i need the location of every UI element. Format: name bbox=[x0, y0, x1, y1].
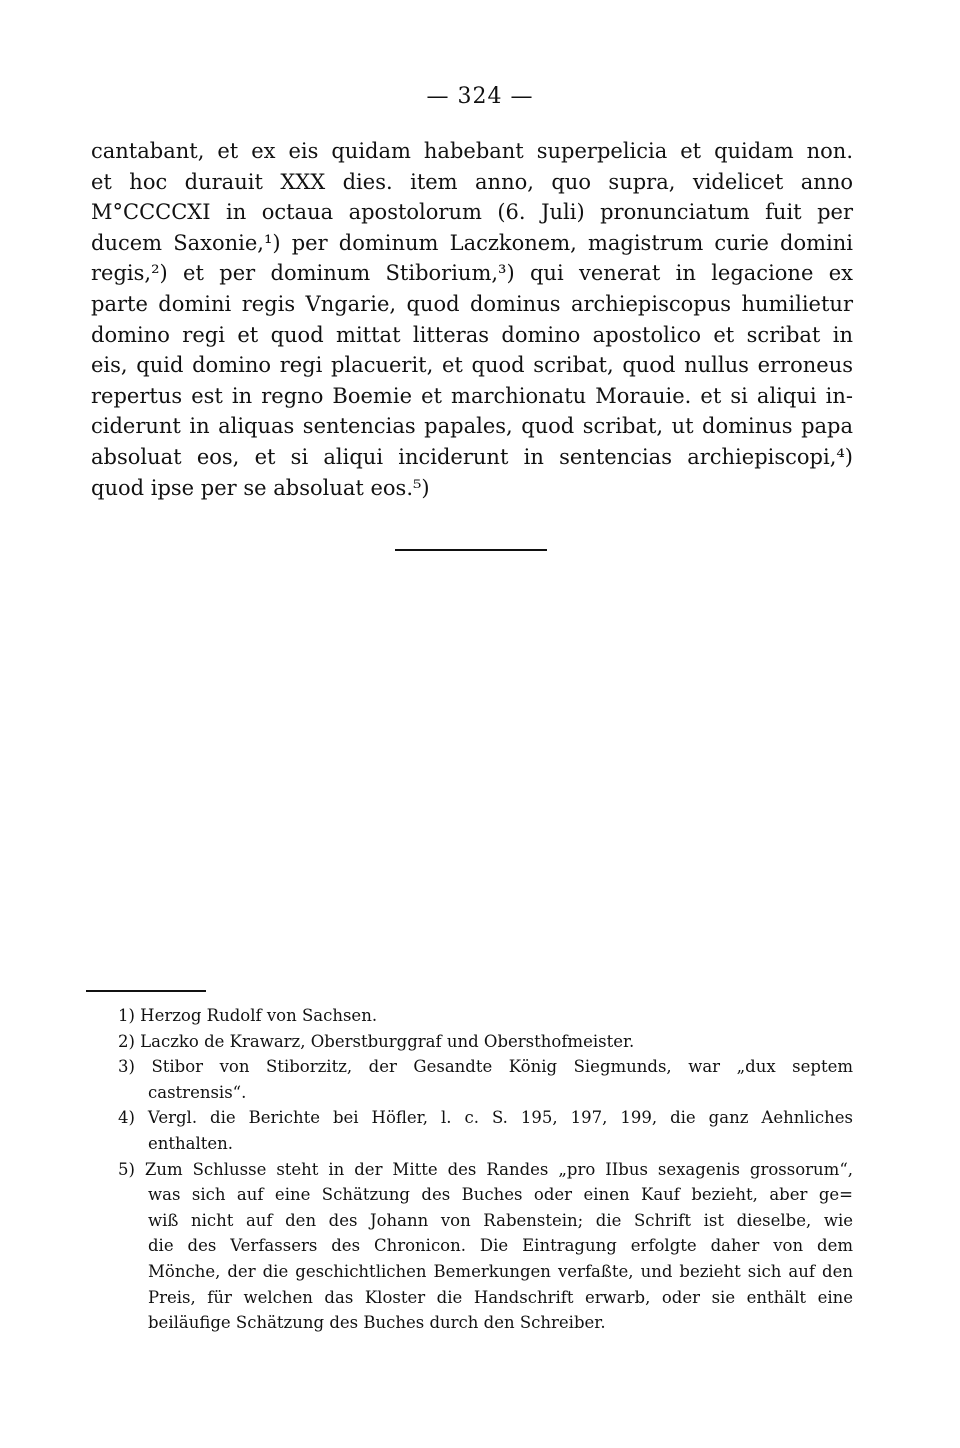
footnote-3-cont: castrensis“. bbox=[148, 1082, 247, 1102]
text-line: eis, quid domino regi placuerit, et quod scribat, quod nullus erroneus bbox=[91, 353, 853, 378]
footnote-rule bbox=[86, 990, 206, 992]
text-line: ducem Saxonie,¹) per dominum Laczkonem, magistrum curie domini bbox=[91, 230, 853, 255]
footnotes-block bbox=[118, 1003, 853, 1336]
text-line: regis,²) et per dominum Stiborium,³) qui venerat in legacione ex bbox=[91, 261, 853, 286]
text-line: domino regi et quod mittat litteras domino apostolico et scribat in bbox=[91, 322, 853, 347]
text-line: ciderunt in aliquas sentencias papales, quod scribat, ut dominus papa bbox=[91, 414, 853, 439]
text-line: M°CCCCXI in octaua apostolorum (6. Juli) pronunciatum fuit per bbox=[91, 200, 853, 225]
main-text-block bbox=[91, 136, 853, 503]
text-line: absoluat eos, et si aliqui inciderunt in sentencias archiepiscopi,⁴) bbox=[91, 444, 853, 469]
text-line: et hoc durauit XXX dies. item anno, quo supra, videlicet anno bbox=[91, 169, 853, 194]
text-line: quod ipse per se absoluat eos.⁵) bbox=[91, 475, 430, 500]
footnote-1: 1) Herzog Rudolf von Sachsen. bbox=[118, 1006, 378, 1025]
footnote-4-cont: enthalten. bbox=[148, 1133, 234, 1153]
text-line: parte domini regis Vngarie, quod dominus archiepiscopus humilietur bbox=[91, 291, 853, 316]
footnote-5-cont: wiß nicht auf den des Johann von Rabenstein; die Schrift ist dieselbe, wie bbox=[148, 1210, 853, 1230]
footnote-5-cont: Mönche, der die geschichtlichen Bemerkungen verfaßte, und bezieht sich auf den bbox=[148, 1261, 853, 1281]
footnote-4: 4) Vergl. die Berichte bei Höfler, l. c. S. 195, 197, 199, die ganz Aehnliches bbox=[118, 1108, 853, 1128]
footnote-5-cont: die des Verfassers des Chronicon. Die Eintragung erfolgte daher von dem bbox=[148, 1236, 853, 1256]
footnote-5: 5) Zum Schlusse steht in der Mitte des Randes „pro IIbus sexagenis grossorum“, bbox=[118, 1159, 853, 1179]
footnote-5-cont: Preis, für welchen das Kloster die Handschrift erwarb, oder sie enthält eine bbox=[148, 1287, 853, 1307]
section-divider bbox=[395, 549, 547, 551]
footnote-2: 2) Laczko de Krawarz, Oberstburggraf und Obersthofmeister. bbox=[118, 1031, 635, 1051]
page-number: — 324 — bbox=[426, 84, 534, 109]
footnote-5-cont: beiläufige Schätzung des Buches durch den Schreiber. bbox=[148, 1313, 606, 1333]
text-line: repertus est in regno Boemie et marchionatu Morauie. et si aliqui in- bbox=[91, 383, 853, 408]
footnote-5-cont: was sich auf eine Schätzung des Buches oder einen Kauf bezieht, aber ge= bbox=[148, 1185, 853, 1205]
footnote-3: 3) Stibor von Stiborzitz, der Gesandte König Siegmunds, war „dux septem bbox=[118, 1057, 853, 1077]
text-line: cantabant, et ex eis quidam habebant superpelicia et quidam non. bbox=[91, 139, 853, 163]
